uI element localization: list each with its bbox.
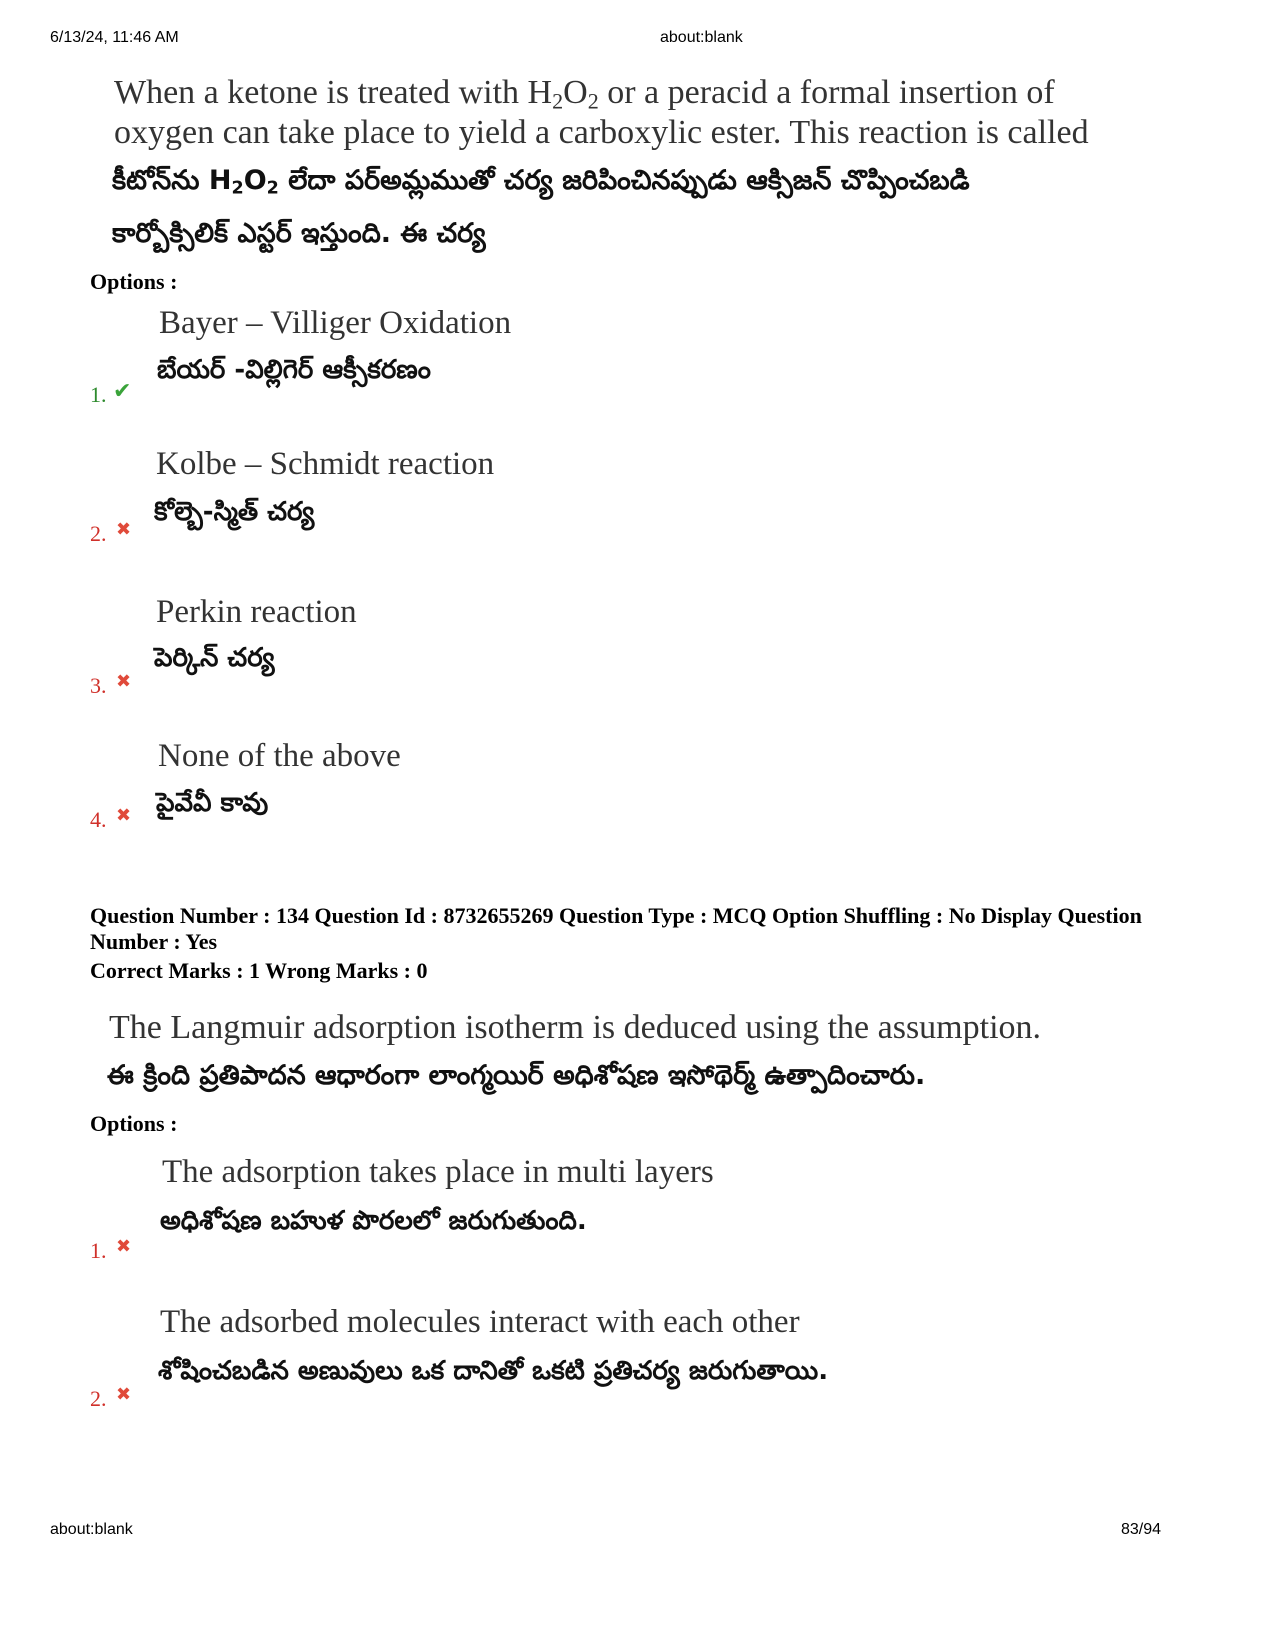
q133-option-4-te: పైవేవీ కావు xyxy=(156,788,269,818)
q134-option-2-en: The adsorbed molecules interact with each other xyxy=(160,1304,800,1340)
q133-question-en-line1: When a ketone is treated with $H_2O_2$ or a peracid a formal insertion of xyxy=(114,74,1055,114)
q134-question-te: ఈ క్రింది ప్రతిపాదన ఆధారంగా లాంగ్మయిర్ అధిశోషణ ఇసోథెర్మ్ ఉత్పాదించారు. xyxy=(107,1060,926,1091)
q134-meta: Question Number : 134 Question Id : 8732655269 Question Type : MCQ Option Shuffling : No Display Question Number : Yes xyxy=(90,903,1142,954)
cross-icon: ✖ xyxy=(116,1384,132,1405)
q133-options-label: Options : xyxy=(90,269,178,294)
footer-page-number: 83/94 xyxy=(1121,1521,1162,1538)
q133-option-2-en: Kolbe – Schmidt reaction xyxy=(156,446,495,482)
footer-url: about:blank xyxy=(50,1521,133,1538)
q133-option-3-number: 3. xyxy=(90,673,107,698)
q134-question-en: The Langmuir adsorption isotherm is deduced using the assumption. xyxy=(109,1009,1042,1046)
check-icon: ✔ xyxy=(113,379,132,404)
q133-option-4-number: 4. xyxy=(90,807,107,832)
q133-question-en-line2: oxygen can take place to yield a carboxylic ester. This reaction is called xyxy=(114,114,1089,151)
q133-question-te-line1: కీటోన్‌ను $H_2O_2$ లేదా పర్‌అమ్లముతో చర్య జరిపించినప్పుడు ఆక్సిజన్ చొప్పించబడి xyxy=(112,165,970,199)
header-datetime: 6/13/24, 11:46 AM xyxy=(50,29,179,46)
q133-option-3-te: పెర్కిన్ చర్య xyxy=(154,643,275,673)
q133-option-1-te: బేయర్ -విల్లిగెర్ ఆక్సీకరణం xyxy=(157,355,431,385)
q133-option-2-number: 2. xyxy=(90,521,107,546)
q134-option-1-te: అధిశోషణ బహుళ పొరలలో జరుగుతుంది. xyxy=(160,1206,587,1236)
q133-option-2-te: కోల్బె-స్మిత్ చర్య xyxy=(154,497,315,527)
q134-option-2-number: 2. xyxy=(90,1386,107,1411)
q134-marks: Correct Marks : 1 Wrong Marks : 0 xyxy=(90,958,428,983)
q133-option-3-en: Perkin reaction xyxy=(156,594,357,630)
q133-question-te-line2: కార్బోక్సిలిక్ ఎస్టర్ ఇస్తుంది. ఈ చర్య xyxy=(112,218,486,249)
cross-icon: ✖ xyxy=(116,519,132,540)
cross-icon: ✖ xyxy=(116,805,132,826)
cross-icon: ✖ xyxy=(116,1236,132,1257)
q134-option-2-te: శోషించబడిన అణువులు ఒక దానితో ఒకటి ప్రతిచర్య జరుగుతాయి. xyxy=(158,1356,829,1386)
q133-option-1-en: Bayer – Villiger Oxidation xyxy=(159,305,512,341)
q134-option-1-number: 1. xyxy=(90,1238,107,1263)
header-url: about:blank xyxy=(660,29,743,46)
q133-option-1-number: 1. xyxy=(90,382,107,407)
cross-icon: ✖ xyxy=(116,671,132,692)
q134-option-1-en: The adsorption takes place in multi layers xyxy=(162,1154,714,1190)
q134-options-label: Options : xyxy=(90,1111,178,1136)
q133-option-4-en: None of the above xyxy=(158,738,401,774)
